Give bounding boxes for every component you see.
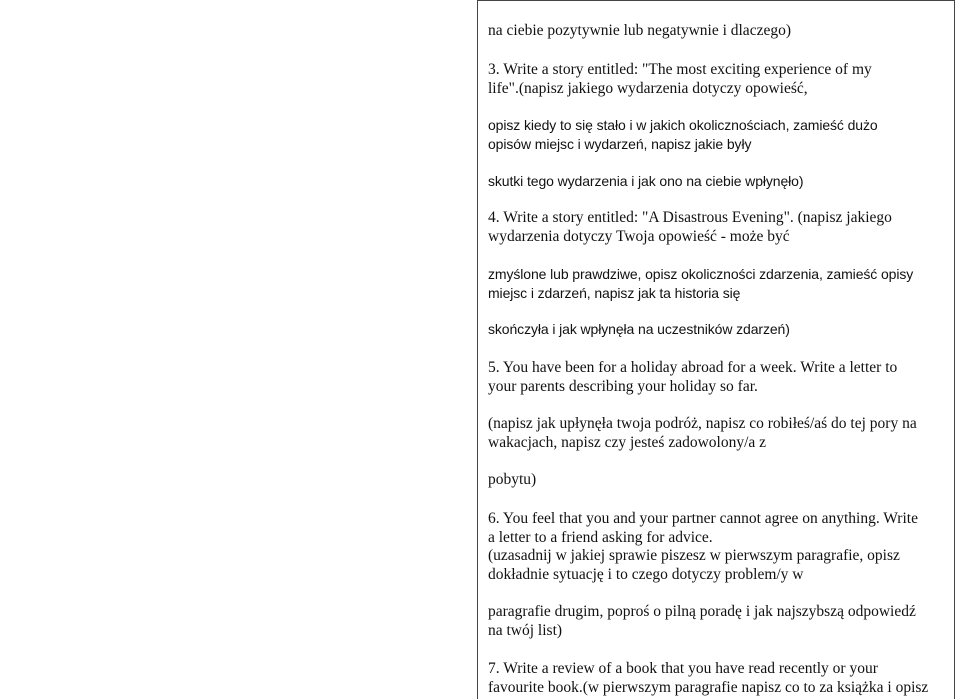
text-line: (napisz jak upłynęła twoja podróż, napisz co robiłeś/aś do tej pory na bbox=[488, 415, 917, 432]
text-line: opisz kiedy to się stało i w jakich okolicznościach, zamieść dużo bbox=[488, 117, 878, 133]
text-line: miejsc i zdarzeń, napisz jak ta historia się bbox=[488, 285, 741, 301]
text-line: (uzasadnij w jakiej sprawie piszesz w pierwszym paragrafie, opisz bbox=[488, 547, 900, 564]
table-border-left bbox=[477, 0, 478, 699]
text-line: opisów miejsc i wydarzeń, napisz jakie były bbox=[488, 136, 752, 152]
text-line: life".(napisz jakiego wydarzenia dotyczy opowieść, bbox=[488, 80, 808, 97]
text-line: wakacjach, napisz czy jesteś zadowolony/a z bbox=[488, 434, 767, 451]
text-line: pobytu) bbox=[488, 471, 537, 488]
text-line: a letter to a friend asking for advice. bbox=[488, 529, 713, 546]
text-line: skończyła i jak wpłynęła na uczestników zdarzeń) bbox=[488, 321, 790, 337]
text-line: favourite book.(w pierwszym paragrafie napisz co to za książka i opisz bbox=[488, 679, 929, 696]
text-line: 3. Write a story entitled: "The most exciting experience of my bbox=[488, 61, 872, 78]
text-line: your parents describing your holiday so far. bbox=[488, 378, 758, 395]
text-line: na ciebie pozytywnie lub negatywnie i dlaczego) bbox=[488, 22, 791, 39]
text-line: zmyślone lub prawdziwe, opisz okoliczności zdarzenia, zamieść opisy bbox=[488, 266, 914, 282]
text-line: wydarzenia dotyczy Twoja opowieść - może być bbox=[488, 228, 790, 245]
table-border-right bbox=[954, 0, 955, 699]
text-line: na twój list) bbox=[488, 622, 563, 639]
table-border-top bbox=[477, 0, 955, 1]
text-line: 6. You feel that you and your partner cannot agree on anything. Write bbox=[488, 510, 918, 527]
text-line: paragrafie drugim, poproś o pilną poradę i jak najszybszą odpowiedź bbox=[488, 603, 916, 620]
text-line: skutki tego wydarzenia i jak ono na ciebie wpłynęło) bbox=[488, 173, 804, 189]
text-line: 4. Write a story entitled: "A Disastrous Evening". (napisz jakiego bbox=[488, 209, 892, 226]
text-line: 5. You have been for a holiday abroad for a week. Write a letter to bbox=[488, 359, 898, 376]
text-line: dokładnie sytuację i to czego dotyczy problem/y w bbox=[488, 566, 804, 583]
text-line: 7. Write a review of a book that you have read recently or your bbox=[488, 660, 878, 677]
